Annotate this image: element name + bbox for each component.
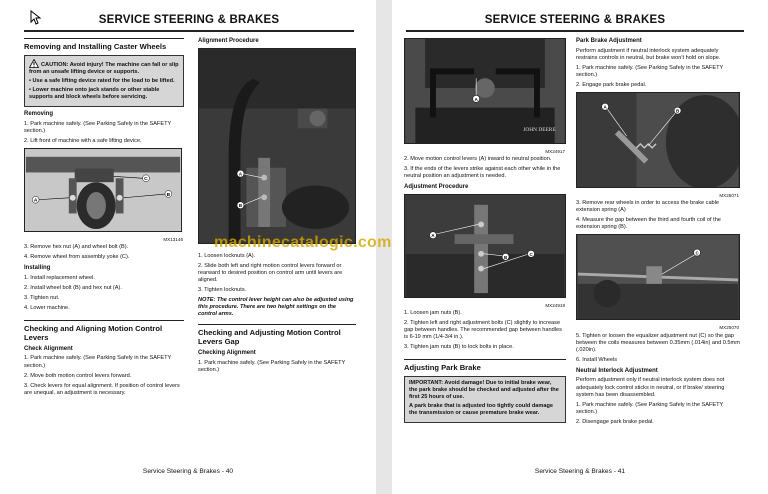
watermark: machinecatalogic.com bbox=[214, 234, 392, 251]
important-line: IMPORTANT: Avoid damage! Due to initial brake wear, the park brake should be checked and adjusted after the first 25 hours of use. bbox=[409, 380, 559, 401]
subheading: Check Alignment bbox=[24, 345, 73, 352]
callout-label: B bbox=[166, 192, 171, 198]
step: 2. Disengage park brake pedal. bbox=[576, 418, 654, 425]
page-header bbox=[24, 12, 354, 32]
figure-id: MX24917 bbox=[545, 149, 565, 154]
subheading: Alignment Procedure bbox=[198, 38, 259, 44]
callout-label: B bbox=[675, 108, 680, 114]
step: 1. Loosen locknuts (A). bbox=[198, 252, 256, 259]
subheading: Installing bbox=[24, 265, 51, 272]
figure-id: MX13146 bbox=[163, 236, 183, 242]
subheading: Removing bbox=[24, 111, 54, 117]
subheading: Neutral Interlock Adjustment bbox=[576, 367, 658, 374]
left-column-1 bbox=[24, 38, 184, 400]
step: 1. Install replacement wheel. bbox=[24, 274, 95, 281]
figure-adjustment-bolts bbox=[404, 194, 566, 308]
right-column-2 bbox=[576, 38, 740, 429]
step: 3. Check levers for equal alignment. If position of control levers are unequal, an adjustment is necessary. bbox=[24, 382, 180, 396]
step: 1. Park machine safely. (See Parking Safely in the SAFETY section.) bbox=[576, 64, 724, 78]
section-title: Checking and Adjusting Motion Control Levers Gap bbox=[198, 324, 356, 346]
brand-text: JOHN DEERE bbox=[523, 127, 556, 134]
page-title: SERVICE STEERING & BRAKES bbox=[98, 14, 280, 26]
figure-brake-spring bbox=[576, 92, 740, 198]
callout-label: A bbox=[603, 104, 607, 110]
brake-spring-photo bbox=[576, 92, 740, 188]
step: 2. Slide both left and right motion control levers forward or rearward to desired position on control arm until levers are aligned. bbox=[198, 262, 343, 283]
control-lever-photo bbox=[198, 48, 356, 244]
step: 1. Park machine safely. (See Parking Safely in the SAFETY section.) bbox=[576, 401, 724, 415]
equalizer-nut-photo bbox=[576, 234, 740, 320]
step: 1. Park machine safely. (See Parking Safely in the SAFETY section.) bbox=[24, 120, 172, 134]
callout-label: C bbox=[144, 177, 148, 183]
figure-id: MX25070 bbox=[719, 325, 739, 331]
step: 3. Remove hex nut (A) and wheel bolt (B). bbox=[24, 243, 129, 250]
page-header bbox=[406, 12, 744, 32]
step: 6. Install Wheels bbox=[576, 356, 618, 363]
figure-id: MX24918 bbox=[545, 302, 565, 308]
figure-caster-wheel bbox=[24, 148, 184, 242]
step: 4. Lower machine. bbox=[24, 304, 70, 311]
step: 2. Move both motion control levers forward. bbox=[24, 372, 132, 379]
paragraph: Perform adjustment only if neutral interlock system does not adequately lock control sticks in neutral, or if brake/ steering system has been disassembled. bbox=[576, 377, 725, 398]
important-box bbox=[404, 376, 566, 423]
important-line: A park brake that is adjusted too tightly could damage the transmission or cause premature brake wear. bbox=[409, 403, 554, 417]
left-column-2 bbox=[198, 38, 356, 377]
caution-line: • Lower machine onto jack stands or other stable supports and block wheels before servicing. bbox=[29, 87, 160, 100]
step: 1. Loosen jam nuts (B). bbox=[404, 309, 462, 316]
step: 3. If the ends of the levers strike against each other while in the neutral position an adjustment is needed. bbox=[404, 166, 561, 180]
page-footer: Service Steering & Brakes - 41 bbox=[534, 468, 626, 475]
step: 1. Park machine safely. (See Parking Safely in the SAFETY section.) bbox=[24, 355, 172, 369]
step: 3. Tighten locknuts. bbox=[198, 286, 247, 293]
callout-label: C bbox=[695, 250, 699, 256]
figure-id: MX25071 bbox=[719, 192, 739, 198]
step: 3. Tighten nut. bbox=[24, 294, 60, 301]
step: 2. Install wheel bolt (B) and hex nut (A). bbox=[24, 284, 122, 291]
right-column-1 bbox=[404, 38, 566, 423]
callout-label: A bbox=[33, 198, 38, 204]
callout-label: B bbox=[238, 202, 243, 208]
step: 3. Remove rear wheels in order to access the brake cable extension spring (A) bbox=[576, 200, 720, 214]
page-footer: Service Steering & Brakes - 40 bbox=[142, 468, 234, 475]
step: 5. Tighten or loosen the equalizer adjustment nut (C) so the gap between the coils measures between 0.35mm (.014in) and 0.5mm (.020in). bbox=[576, 332, 740, 353]
page-title: SERVICE STEERING & BRAKES bbox=[484, 14, 666, 26]
step: 2. Tighten left and right adjustment bolts (C) slightly to increase gap between handles. The recommended gap between handles is 6-19 mm (1/4-3/4 in.). bbox=[404, 320, 562, 341]
page-right bbox=[392, 0, 768, 494]
callout-label: A bbox=[238, 171, 243, 177]
callout-label: B bbox=[504, 254, 508, 260]
levers-neutral-photo bbox=[404, 38, 566, 144]
step: 2. Move motion control levers (A) inward to neutral position. bbox=[404, 156, 552, 163]
caution-box bbox=[24, 55, 184, 107]
step: 4. Measure the gap between the third and fourth coil of the extension spring (B). bbox=[576, 217, 721, 231]
figure-control-lever bbox=[198, 48, 356, 247]
note: NOTE: The control lever height can also be adjusted using this procedure. There are two height settings on the control arms. bbox=[198, 297, 354, 318]
subheading: Park Brake Adjustment bbox=[576, 38, 642, 44]
paragraph: Perform adjustment if neutral interlock system adequately restrains controls in neutral, but brake won't hold on slope. bbox=[576, 47, 721, 61]
warning-triangle-icon bbox=[29, 59, 39, 68]
step: 1. Park machine safely. (See Parking Safely in the SAFETY section.) bbox=[198, 359, 346, 373]
section-title: Removing and Installing Caster Wheels bbox=[24, 38, 184, 51]
figure-equalizer-nut bbox=[576, 234, 740, 331]
step: 3. Tighten jam nuts (B) to lock bolts in place. bbox=[404, 344, 514, 351]
callout-label: A bbox=[474, 96, 478, 102]
caution-line: • Use a safe lifting device rated for the load to be lifted. bbox=[29, 78, 175, 84]
callout-label: A bbox=[431, 233, 435, 239]
section-title: Checking and Aligning Motion Control Levers bbox=[24, 320, 184, 342]
subheading: Adjustment Procedure bbox=[404, 184, 469, 191]
caster-wheel-photo bbox=[24, 148, 182, 232]
callout-label: C bbox=[529, 251, 533, 257]
section-title: Adjusting Park Brake bbox=[404, 359, 566, 372]
figure-levers-neutral bbox=[404, 38, 566, 154]
step: 2. Engage park brake pedal. bbox=[576, 81, 647, 88]
step: 4. Remove wheel from assembly yoke (C). bbox=[24, 253, 130, 260]
adjustment-bolts-photo bbox=[404, 194, 566, 298]
step: 2. Lift front of machine with a safe lifting device. bbox=[24, 137, 142, 144]
caution-line: CAUTION: Avoid injury! The machine can fall or slip from an unsafe lifting device or supports. bbox=[29, 62, 179, 75]
subheading: Checking Alignment bbox=[198, 350, 256, 357]
